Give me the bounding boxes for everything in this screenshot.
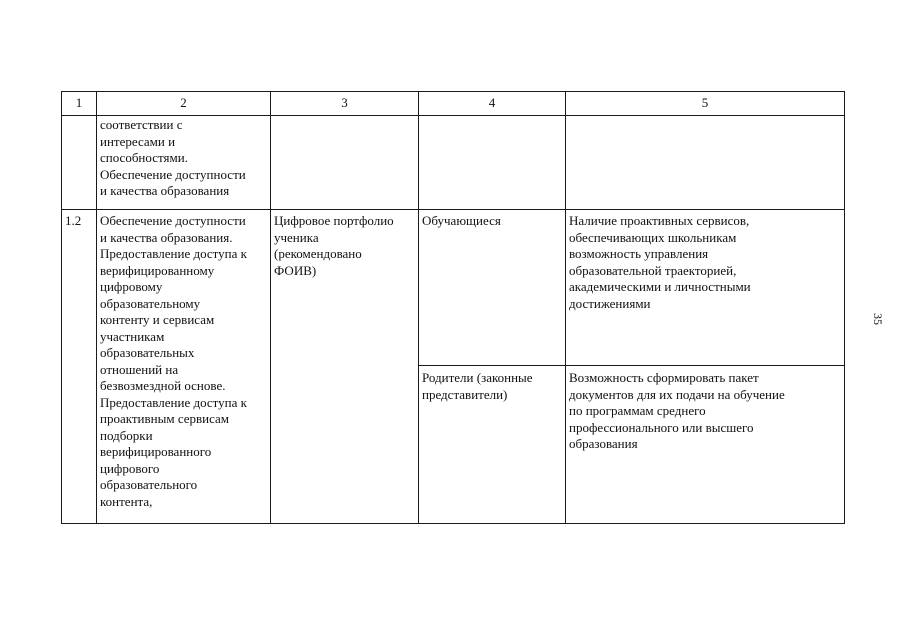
cell-audience bbox=[419, 210, 566, 366]
cell-number-empty bbox=[62, 116, 97, 210]
cell-goal bbox=[97, 116, 271, 210]
cell-service bbox=[271, 210, 419, 524]
cell-result bbox=[566, 210, 845, 366]
table-header-row bbox=[62, 92, 845, 116]
cell-goal-text: Обеспечение доступности и качества образования. Предоставление доступа к верифицированному цифровому образовательному контенту и сервисам участникам образовательных отношений на безвозмездной основе. Предоставление доступа к проактивным сервисам подборки верифицированного цифрового образовательного контента, bbox=[100, 213, 247, 509]
header-cell-5: 5 bbox=[566, 92, 845, 116]
table-row-1-2 bbox=[62, 210, 845, 366]
header-cell-3: 3 bbox=[271, 92, 419, 116]
row-number-text: 1.2 bbox=[65, 213, 82, 228]
cell-audience-text: Обучающиеся bbox=[422, 213, 501, 228]
cell-result-empty bbox=[566, 116, 845, 210]
cell-goal bbox=[97, 210, 271, 524]
cell-result-text: Возможность сформировать пакет документов для их подачи на обучение по программам среднего профессионального или высшего образования bbox=[569, 370, 785, 451]
cell-audience bbox=[419, 366, 566, 524]
cell-row-number bbox=[62, 210, 97, 524]
cell-result-text: Наличие проактивных сервисов, обеспечивающих школьникам возможность управления образовательной траекторией, академическими и личностными достижениями bbox=[569, 213, 751, 311]
cell-service-empty bbox=[271, 116, 419, 210]
cell-audience-text: Родители (законные представители) bbox=[422, 370, 533, 402]
cell-result bbox=[566, 366, 845, 524]
header-cell-1: 1 bbox=[62, 92, 97, 116]
cell-goal-text: соответствии с интересами и способностями. Обеспечение доступности и качества образования bbox=[100, 117, 246, 198]
header-cell-4: 4 bbox=[419, 92, 566, 116]
data-table bbox=[61, 91, 845, 524]
cell-service-text: Цифровое портфолио ученика (рекомендовано ФОИВ) bbox=[274, 213, 394, 278]
cell-audience-empty bbox=[419, 116, 566, 210]
header-cell-2: 2 bbox=[97, 92, 271, 116]
table-row-continuation bbox=[62, 116, 845, 210]
page-number: 35 bbox=[871, 313, 885, 325]
